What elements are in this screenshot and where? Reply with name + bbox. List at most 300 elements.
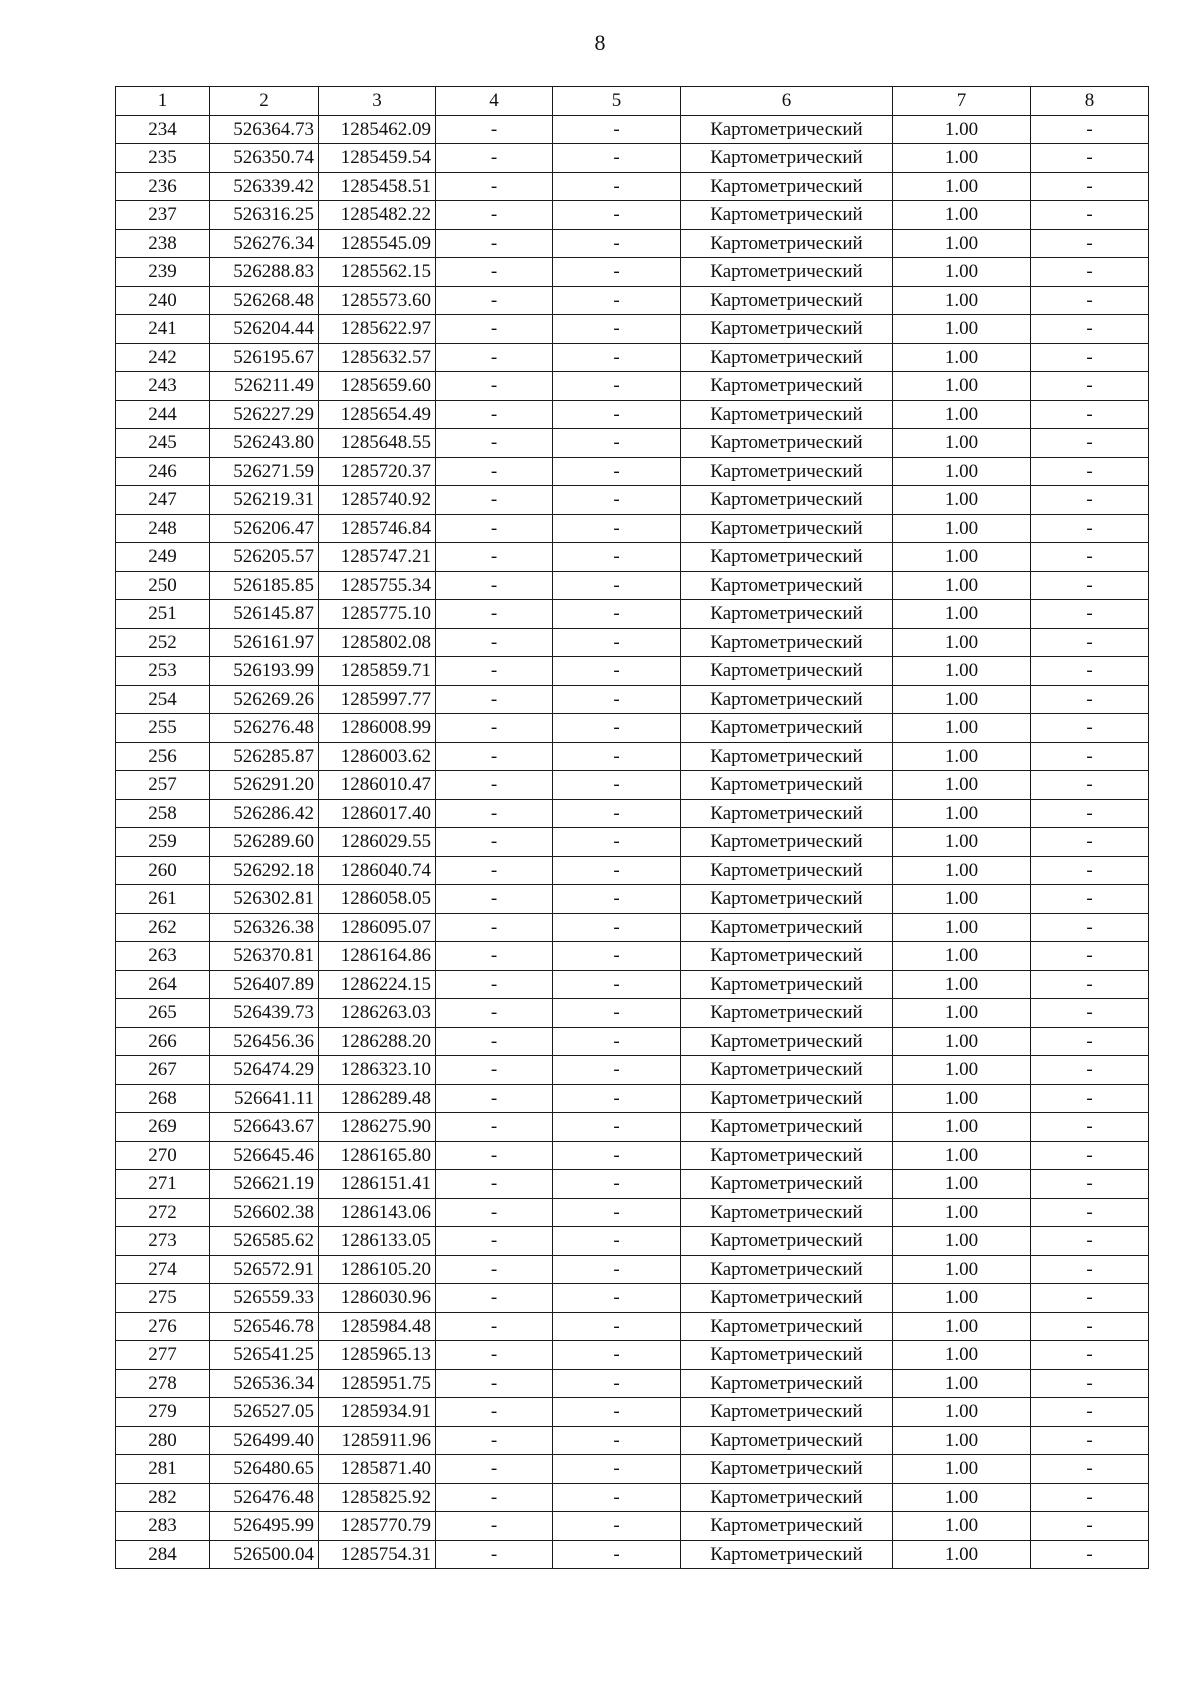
method-cell: Картометрический [681, 229, 893, 258]
table-row [116, 144, 1149, 173]
x-coordinate-cell: 526285.87 [210, 742, 319, 771]
method-cell: Картометрический [681, 144, 893, 173]
point-number-cell: 260 [116, 856, 210, 885]
y-coordinate-cell: 1286143.06 [319, 1198, 436, 1227]
column-4-cell: - [436, 1312, 553, 1341]
point-number-cell: 244 [116, 400, 210, 429]
table-row [116, 913, 1149, 942]
column-4-cell: - [436, 657, 553, 686]
x-coordinate-cell: 526204.44 [210, 315, 319, 344]
column-4-cell: - [436, 1284, 553, 1313]
x-coordinate-cell: 526276.34 [210, 229, 319, 258]
table-row [116, 1312, 1149, 1341]
point-number-cell: 275 [116, 1284, 210, 1313]
x-coordinate-cell: 526195.67 [210, 343, 319, 372]
y-coordinate-cell: 1285648.55 [319, 429, 436, 458]
table-row [116, 1369, 1149, 1398]
y-coordinate-cell: 1285747.21 [319, 543, 436, 572]
y-coordinate-cell: 1285859.71 [319, 657, 436, 686]
point-number-cell: 263 [116, 942, 210, 971]
column-8-cell: - [1031, 1170, 1149, 1199]
method-cell: Картометрический [681, 1170, 893, 1199]
method-cell: Картометрический [681, 201, 893, 230]
accuracy-cell: 1.00 [893, 486, 1031, 515]
y-coordinate-cell: 1285871.40 [319, 1455, 436, 1484]
table-row [116, 856, 1149, 885]
column-4-cell: - [436, 970, 553, 999]
column-8-cell: - [1031, 429, 1149, 458]
column-5-cell: - [553, 201, 681, 230]
y-coordinate-cell: 1285755.34 [319, 571, 436, 600]
y-coordinate-cell: 1285622.97 [319, 315, 436, 344]
method-cell: Картометрический [681, 1483, 893, 1512]
y-coordinate-cell: 1286095.07 [319, 913, 436, 942]
method-cell: Картометрический [681, 1398, 893, 1427]
column-5-cell: - [553, 657, 681, 686]
column-8-cell: - [1031, 543, 1149, 572]
column-8-cell: - [1031, 1227, 1149, 1256]
column-5-cell: - [553, 1056, 681, 1085]
column-4-cell: - [436, 856, 553, 885]
column-8-cell: - [1031, 970, 1149, 999]
point-number-cell: 238 [116, 229, 210, 258]
point-number-cell: 257 [116, 771, 210, 800]
table-row [116, 1198, 1149, 1227]
method-cell: Картометрический [681, 486, 893, 515]
x-coordinate-cell: 526205.57 [210, 543, 319, 572]
column-5-cell: - [553, 885, 681, 914]
y-coordinate-cell: 1286224.15 [319, 970, 436, 999]
column-5-cell: - [553, 571, 681, 600]
column-8-cell: - [1031, 286, 1149, 315]
column-5-cell: - [553, 1141, 681, 1170]
accuracy-cell: 1.00 [893, 1540, 1031, 1569]
x-coordinate-cell: 526641.11 [210, 1084, 319, 1113]
method-cell: Картометрический [681, 1027, 893, 1056]
column-4-cell: - [436, 343, 553, 372]
accuracy-cell: 1.00 [893, 571, 1031, 600]
column-5-cell: - [553, 1284, 681, 1313]
column-4-cell: - [436, 144, 553, 173]
point-number-cell: 256 [116, 742, 210, 771]
method-cell: Картометрический [681, 429, 893, 458]
x-coordinate-cell: 526407.89 [210, 970, 319, 999]
accuracy-cell: 1.00 [893, 1027, 1031, 1056]
table-row [116, 1056, 1149, 1085]
method-cell: Картометрический [681, 799, 893, 828]
method-cell: Картометрический [681, 856, 893, 885]
table-row [116, 1398, 1149, 1427]
method-cell: Картометрический [681, 400, 893, 429]
column-4-cell: - [436, 828, 553, 857]
column-4-cell: - [436, 1227, 553, 1256]
accuracy-cell: 1.00 [893, 685, 1031, 714]
accuracy-cell: 1.00 [893, 657, 1031, 686]
column-5-cell: - [553, 514, 681, 543]
accuracy-cell: 1.00 [893, 201, 1031, 230]
table-row [116, 172, 1149, 201]
column-5-cell: - [553, 1426, 681, 1455]
method-cell: Картометрический [681, 1056, 893, 1085]
column-8-cell: - [1031, 1398, 1149, 1427]
method-cell: Картометрический [681, 1455, 893, 1484]
x-coordinate-cell: 526643.67 [210, 1113, 319, 1142]
point-number-cell: 273 [116, 1227, 210, 1256]
accuracy-cell: 1.00 [893, 1455, 1031, 1484]
column-5-cell: - [553, 1198, 681, 1227]
column-8-cell: - [1031, 685, 1149, 714]
column-5-cell: - [553, 1369, 681, 1398]
column-8-cell: - [1031, 771, 1149, 800]
table-row [116, 514, 1149, 543]
accuracy-cell: 1.00 [893, 1084, 1031, 1113]
accuracy-cell: 1.00 [893, 942, 1031, 971]
column-4-cell: - [436, 1398, 553, 1427]
x-coordinate-cell: 526370.81 [210, 942, 319, 971]
accuracy-cell: 1.00 [893, 1426, 1031, 1455]
column-5-cell: - [553, 942, 681, 971]
column-4-cell: - [436, 1141, 553, 1170]
accuracy-cell: 1.00 [893, 1141, 1031, 1170]
point-number-cell: 251 [116, 600, 210, 629]
column-5-cell: - [553, 144, 681, 173]
column-8-cell: - [1031, 1255, 1149, 1284]
accuracy-cell: 1.00 [893, 742, 1031, 771]
column-4-cell: - [436, 600, 553, 629]
table-row [116, 343, 1149, 372]
y-coordinate-cell: 1286275.90 [319, 1113, 436, 1142]
method-cell: Картометрический [681, 514, 893, 543]
accuracy-cell: 1.00 [893, 771, 1031, 800]
x-coordinate-cell: 526145.87 [210, 600, 319, 629]
header-row [116, 87, 1149, 116]
accuracy-cell: 1.00 [893, 828, 1031, 857]
table-row [116, 1455, 1149, 1484]
point-number-cell: 258 [116, 799, 210, 828]
method-cell: Картометрический [681, 1198, 893, 1227]
table-row [116, 486, 1149, 515]
column-5-cell: - [553, 229, 681, 258]
x-coordinate-cell: 526185.85 [210, 571, 319, 600]
column-5-cell: - [553, 1227, 681, 1256]
y-coordinate-cell: 1286029.55 [319, 828, 436, 857]
point-number-cell: 267 [116, 1056, 210, 1085]
column-8-cell: - [1031, 1312, 1149, 1341]
point-number-cell: 255 [116, 714, 210, 743]
table-row [116, 543, 1149, 572]
x-coordinate-cell: 526602.38 [210, 1198, 319, 1227]
column-5-cell: - [553, 343, 681, 372]
column-header-7: 7 [893, 87, 1031, 116]
column-5-cell: - [553, 315, 681, 344]
column-5-cell: - [553, 1512, 681, 1541]
point-number-cell: 266 [116, 1027, 210, 1056]
table-row [116, 742, 1149, 771]
column-5-cell: - [553, 1170, 681, 1199]
column-4-cell: - [436, 1170, 553, 1199]
point-number-cell: 278 [116, 1369, 210, 1398]
method-cell: Картометрический [681, 657, 893, 686]
method-cell: Картометрический [681, 571, 893, 600]
y-coordinate-cell: 1285462.09 [319, 115, 436, 144]
y-coordinate-cell: 1285770.79 [319, 1512, 436, 1541]
y-coordinate-cell: 1285775.10 [319, 600, 436, 629]
table-row [116, 1284, 1149, 1313]
method-cell: Картометрический [681, 970, 893, 999]
column-5-cell: - [553, 258, 681, 287]
point-number-cell: 279 [116, 1398, 210, 1427]
y-coordinate-cell: 1286323.10 [319, 1056, 436, 1085]
method-cell: Картометрический [681, 1227, 893, 1256]
table-header [116, 87, 1149, 116]
x-coordinate-cell: 526546.78 [210, 1312, 319, 1341]
table-row [116, 1227, 1149, 1256]
column-8-cell: - [1031, 1426, 1149, 1455]
column-4-cell: - [436, 229, 553, 258]
x-coordinate-cell: 526621.19 [210, 1170, 319, 1199]
method-cell: Картометрический [681, 1141, 893, 1170]
point-number-cell: 264 [116, 970, 210, 999]
column-4-cell: - [436, 799, 553, 828]
column-4-cell: - [436, 315, 553, 344]
y-coordinate-cell: 1285573.60 [319, 286, 436, 315]
column-4-cell: - [436, 1113, 553, 1142]
y-coordinate-cell: 1286003.62 [319, 742, 436, 771]
column-8-cell: - [1031, 1056, 1149, 1085]
table-row [116, 628, 1149, 657]
point-number-cell: 241 [116, 315, 210, 344]
column-4-cell: - [436, 1255, 553, 1284]
column-8-cell: - [1031, 258, 1149, 287]
accuracy-cell: 1.00 [893, 1341, 1031, 1370]
x-coordinate-cell: 526268.48 [210, 286, 319, 315]
page-number: 8 [594, 30, 606, 55]
table-row [116, 1027, 1149, 1056]
column-4-cell: - [436, 258, 553, 287]
accuracy-cell: 1.00 [893, 799, 1031, 828]
accuracy-cell: 1.00 [893, 600, 1031, 629]
table-row [116, 828, 1149, 857]
method-cell: Картометрический [681, 115, 893, 144]
column-5-cell: - [553, 1027, 681, 1056]
method-cell: Картометрический [681, 942, 893, 971]
method-cell: Картометрический [681, 1540, 893, 1569]
method-cell: Картометрический [681, 600, 893, 629]
table-row [116, 799, 1149, 828]
x-coordinate-cell: 526456.36 [210, 1027, 319, 1056]
column-4-cell: - [436, 714, 553, 743]
column-5-cell: - [553, 429, 681, 458]
y-coordinate-cell: 1286040.74 [319, 856, 436, 885]
column-8-cell: - [1031, 1341, 1149, 1370]
table-row [116, 714, 1149, 743]
column-8-cell: - [1031, 1540, 1149, 1569]
y-coordinate-cell: 1285911.96 [319, 1426, 436, 1455]
column-4-cell: - [436, 201, 553, 230]
accuracy-cell: 1.00 [893, 1170, 1031, 1199]
column-8-cell: - [1031, 856, 1149, 885]
accuracy-cell: 1.00 [893, 1398, 1031, 1427]
column-8-cell: - [1031, 828, 1149, 857]
column-8-cell: - [1031, 144, 1149, 173]
x-coordinate-cell: 526364.73 [210, 115, 319, 144]
point-number-cell: 269 [116, 1113, 210, 1142]
accuracy-cell: 1.00 [893, 1255, 1031, 1284]
y-coordinate-cell: 1285934.91 [319, 1398, 436, 1427]
method-cell: Картометрический [681, 1312, 893, 1341]
x-coordinate-cell: 526276.48 [210, 714, 319, 743]
column-8-cell: - [1031, 514, 1149, 543]
column-4-cell: - [436, 1341, 553, 1370]
table-row [116, 1084, 1149, 1113]
accuracy-cell: 1.00 [893, 543, 1031, 572]
column-4-cell: - [436, 942, 553, 971]
point-number-cell: 270 [116, 1141, 210, 1170]
column-5-cell: - [553, 1255, 681, 1284]
column-8-cell: - [1031, 942, 1149, 971]
accuracy-cell: 1.00 [893, 1284, 1031, 1313]
column-5-cell: - [553, 457, 681, 486]
x-coordinate-cell: 526271.59 [210, 457, 319, 486]
column-8-cell: - [1031, 201, 1149, 230]
table-row [116, 657, 1149, 686]
x-coordinate-cell: 526439.73 [210, 999, 319, 1028]
x-coordinate-cell: 526243.80 [210, 429, 319, 458]
method-cell: Картометрический [681, 258, 893, 287]
column-5-cell: - [553, 115, 681, 144]
column-4-cell: - [436, 457, 553, 486]
table-row [116, 600, 1149, 629]
table-row [116, 286, 1149, 315]
table-row [116, 258, 1149, 287]
method-cell: Картометрический [681, 1284, 893, 1313]
column-5-cell: - [553, 400, 681, 429]
column-5-cell: - [553, 1312, 681, 1341]
column-5-cell: - [553, 1455, 681, 1484]
column-header-3: 3 [319, 87, 436, 116]
column-8-cell: - [1031, 571, 1149, 600]
y-coordinate-cell: 1286165.80 [319, 1141, 436, 1170]
column-5-cell: - [553, 913, 681, 942]
method-cell: Картометрический [681, 1113, 893, 1142]
point-number-cell: 239 [116, 258, 210, 287]
column-4-cell: - [436, 372, 553, 401]
method-cell: Картометрический [681, 315, 893, 344]
column-4-cell: - [436, 286, 553, 315]
column-5-cell: - [553, 742, 681, 771]
column-4-cell: - [436, 115, 553, 144]
point-number-cell: 262 [116, 913, 210, 942]
method-cell: Картометрический [681, 1426, 893, 1455]
column-8-cell: - [1031, 115, 1149, 144]
point-number-cell: 246 [116, 457, 210, 486]
column-4-cell: - [436, 514, 553, 543]
column-4-cell: - [436, 685, 553, 714]
column-5-cell: - [553, 828, 681, 857]
y-coordinate-cell: 1285951.75 [319, 1369, 436, 1398]
accuracy-cell: 1.00 [893, 514, 1031, 543]
method-cell: Картометрический [681, 685, 893, 714]
y-coordinate-cell: 1285654.49 [319, 400, 436, 429]
column-4-cell: - [436, 1056, 553, 1085]
column-5-cell: - [553, 714, 681, 743]
point-number-cell: 237 [116, 201, 210, 230]
accuracy-cell: 1.00 [893, 970, 1031, 999]
point-number-cell: 242 [116, 343, 210, 372]
column-8-cell: - [1031, 1084, 1149, 1113]
point-number-cell: 240 [116, 286, 210, 315]
column-8-cell: - [1031, 714, 1149, 743]
column-8-cell: - [1031, 1284, 1149, 1313]
point-number-cell: 253 [116, 657, 210, 686]
column-4-cell: - [436, 172, 553, 201]
point-number-cell: 281 [116, 1455, 210, 1484]
column-8-cell: - [1031, 628, 1149, 657]
table-row [116, 1255, 1149, 1284]
column-8-cell: - [1031, 885, 1149, 914]
method-cell: Картометрический [681, 999, 893, 1028]
table-row [116, 115, 1149, 144]
y-coordinate-cell: 1286164.86 [319, 942, 436, 971]
method-cell: Картометрический [681, 372, 893, 401]
column-4-cell: - [436, 1369, 553, 1398]
table-row [116, 885, 1149, 914]
column-5-cell: - [553, 685, 681, 714]
y-coordinate-cell: 1285720.37 [319, 457, 436, 486]
column-5-cell: - [553, 999, 681, 1028]
y-coordinate-cell: 1285632.57 [319, 343, 436, 372]
x-coordinate-cell: 526316.25 [210, 201, 319, 230]
point-number-cell: 252 [116, 628, 210, 657]
column-8-cell: - [1031, 1483, 1149, 1512]
point-number-cell: 234 [116, 115, 210, 144]
accuracy-cell: 1.00 [893, 286, 1031, 315]
x-coordinate-cell: 526291.20 [210, 771, 319, 800]
point-number-cell: 247 [116, 486, 210, 515]
x-coordinate-cell: 526500.04 [210, 1540, 319, 1569]
column-8-cell: - [1031, 372, 1149, 401]
point-number-cell: 254 [116, 685, 210, 714]
column-header-6: 6 [681, 87, 893, 116]
table-row [116, 457, 1149, 486]
column-header-8: 8 [1031, 87, 1149, 116]
point-number-cell: 261 [116, 885, 210, 914]
column-5-cell: - [553, 771, 681, 800]
point-number-cell: 236 [116, 172, 210, 201]
method-cell: Картометрический [681, 172, 893, 201]
y-coordinate-cell: 1286030.96 [319, 1284, 436, 1313]
y-coordinate-cell: 1286289.48 [319, 1084, 436, 1113]
table-row [116, 999, 1149, 1028]
y-coordinate-cell: 1286017.40 [319, 799, 436, 828]
column-4-cell: - [436, 1540, 553, 1569]
table-row [116, 970, 1149, 999]
y-coordinate-cell: 1285740.92 [319, 486, 436, 515]
accuracy-cell: 1.00 [893, 1312, 1031, 1341]
point-number-cell: 276 [116, 1312, 210, 1341]
column-8-cell: - [1031, 486, 1149, 515]
column-5-cell: - [553, 172, 681, 201]
accuracy-cell: 1.00 [893, 913, 1031, 942]
point-number-cell: 248 [116, 514, 210, 543]
accuracy-cell: 1.00 [893, 1227, 1031, 1256]
method-cell: Картометрический [681, 543, 893, 572]
column-5-cell: - [553, 1113, 681, 1142]
x-coordinate-cell: 526480.65 [210, 1455, 319, 1484]
method-cell: Картометрический [681, 828, 893, 857]
point-number-cell: 280 [116, 1426, 210, 1455]
table-row [116, 400, 1149, 429]
